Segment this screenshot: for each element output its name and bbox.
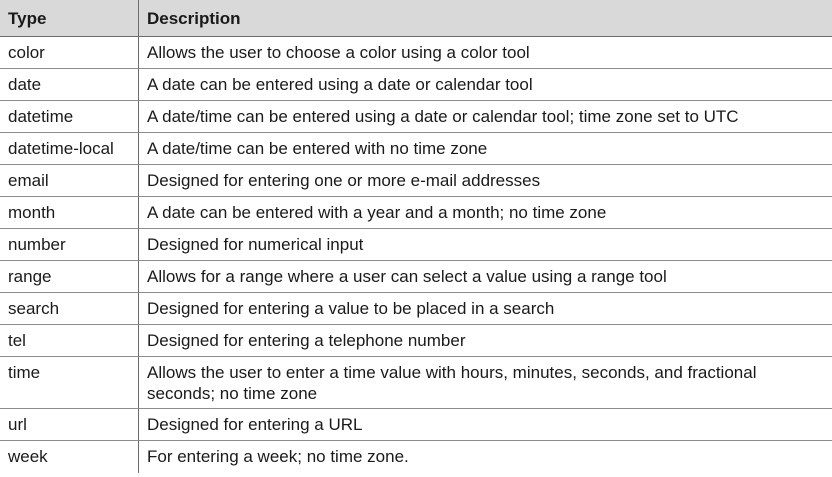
description-cell: A date/time can be entered using a date or calendar tool; time zone set to UTC (147, 107, 739, 126)
type-cell: month (0, 197, 139, 228)
table-row (0, 69, 832, 101)
type-cell: week (0, 441, 139, 473)
table-row (0, 101, 832, 133)
description-cell: For entering a week; no time zone. (147, 447, 409, 466)
table-row (0, 133, 832, 165)
description-column-header: Description (147, 9, 241, 28)
table-row (0, 325, 832, 357)
type-cell: tel (0, 325, 139, 356)
table-row (0, 165, 832, 197)
type-cell: url (0, 409, 139, 440)
description-cell: A date can be entered using a date or calendar tool (147, 75, 533, 94)
type-cell: datetime-local (0, 133, 139, 164)
type-cell: color (0, 37, 139, 68)
table-row (0, 197, 832, 229)
description-cell: Designed for entering a value to be placed in a search (147, 299, 555, 318)
description-cell: Allows the user to choose a color using a color tool (147, 43, 530, 62)
type-cell: time (0, 357, 139, 408)
description-cell: Designed for numerical input (147, 235, 364, 254)
description-cell: Designed for entering one or more e-mail addresses (147, 171, 541, 190)
table-row (0, 261, 832, 293)
type-cell: range (0, 261, 139, 292)
table-row (0, 441, 832, 473)
description-cell: A date can be entered with a year and a month; no time zone (147, 203, 607, 222)
table-header (0, 0, 832, 37)
table-row (0, 409, 832, 441)
table-row (0, 293, 832, 325)
type-cell: email (0, 165, 139, 196)
type-column-header: Type (0, 0, 139, 36)
table-row (0, 357, 832, 409)
type-cell: search (0, 293, 139, 324)
description-cell: Designed for entering a URL (147, 415, 363, 434)
description-cell: Allows the user to enter a time value with hours, minutes, seconds, and fractional seconds; no time zone (147, 363, 757, 403)
description-cell: A date/time can be entered with no time zone (147, 139, 488, 158)
description-cell: Allows for a range where a user can select a value using a range tool (147, 267, 667, 286)
type-cell: number (0, 229, 139, 260)
table-row (0, 37, 832, 69)
type-cell: date (0, 69, 139, 100)
type-cell: datetime (0, 101, 139, 132)
description-cell: Designed for entering a telephone number (147, 331, 466, 350)
table-row (0, 229, 832, 261)
